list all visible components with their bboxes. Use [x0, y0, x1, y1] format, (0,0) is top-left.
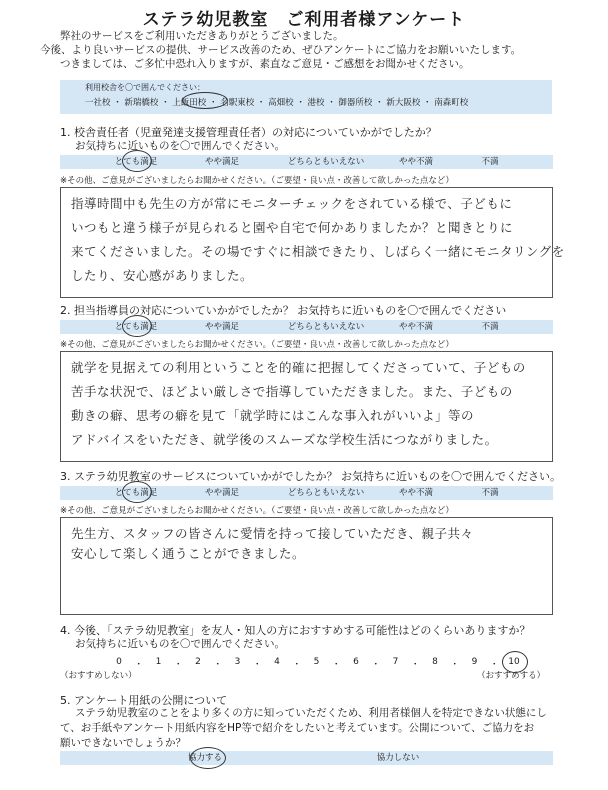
- q2-option-very-satisfied[interactable]: とても満足: [114, 322, 158, 332]
- q4-option-separator: ・: [213, 660, 223, 670]
- q2-option-very-dissatisfied[interactable]: 不満: [481, 322, 499, 332]
- q3-note: ※その他、ご意見がございましたらお聞かせください。（ご要望・良い点・改善して欲しかった点など）: [60, 506, 454, 516]
- q1-selected-circle: [122, 150, 152, 172]
- q3-selected-circle: [122, 481, 152, 503]
- q4-score-9[interactable]: 9: [471, 657, 478, 667]
- q4-selected-circle: [502, 651, 528, 673]
- q1-answer-line-2: いつもと違う様子が見られると園や自宅で何かありましたか？と聞きとりに: [71, 220, 514, 235]
- q2-answer-line-4: アドバイスをいただき、就学後のスムーズな学校生活につながりました。: [71, 432, 498, 447]
- q3-option-very-dissatisfied[interactable]: 不満: [481, 488, 499, 498]
- q5-consent-options[interactable]: [60, 751, 553, 765]
- q5-selected-circle: [187, 747, 226, 769]
- q4-option-separator: ・: [489, 660, 499, 670]
- q2-selected-circle: [122, 315, 152, 337]
- school-heading: 利用校舎を〇で囲んでください：: [85, 83, 205, 92]
- q1-option-very-satisfied[interactable]: とても満足: [114, 157, 158, 167]
- q4-score-7[interactable]: 7: [392, 657, 399, 667]
- survey-title: ステラ幼児教室 ご利用者様アンケート: [142, 10, 466, 30]
- intro-line-1: 弊社のサービスをご利用いただきありがとうございました。: [60, 30, 344, 42]
- q4-score-1[interactable]: 1: [155, 657, 162, 667]
- q3-option-satisfied[interactable]: やや満足: [204, 488, 240, 498]
- q4-score-10[interactable]: 10: [508, 657, 520, 667]
- intro-line-3: つきましては、ご多忙中恐れ入りますが、素直なご意見・ご感想をお聞かせください。: [60, 58, 470, 70]
- q3-option-dissatisfied[interactable]: やや不満: [398, 488, 434, 498]
- q1-option-satisfied[interactable]: やや満足: [204, 157, 240, 167]
- q4-score-8[interactable]: 8: [432, 657, 438, 667]
- q4-subtitle: お気持ちに近いものを〇で囲んでください。: [75, 638, 285, 650]
- q4-score-4[interactable]: 4: [274, 657, 280, 667]
- q4-score-6[interactable]: 6: [353, 657, 359, 667]
- q4-option-separator: ・: [173, 660, 183, 670]
- q4-option-separator: ・: [292, 660, 302, 670]
- q4-score-0[interactable]: 0: [116, 657, 122, 667]
- q4-score-3[interactable]: 3: [234, 657, 241, 667]
- q4-option-separator: ・: [252, 660, 262, 670]
- q5-body-line-2: て、お手紙やアンケート用紙内容をHP等で紹介をしたいと考えています。公開について、ご協力をお: [60, 722, 535, 734]
- q3-answer-line-2: 安心して楽しく通うことができました。: [71, 546, 306, 561]
- q3-answer-line-1: 先生方、スタッフの皆さんに愛情を持って接していただき、親子共々: [71, 526, 474, 541]
- q4-option-separator: ・: [410, 660, 420, 670]
- school-list[interactable]: 一社校 ・ 新瑞橋校 ・ 上飯田校 ・ 名駅東校 ・ 高畑校 ・ 港校 ・ 御器所校 ・ 新大阪校 ・ 南森町校: [85, 98, 469, 108]
- q4-score-5[interactable]: 5: [313, 657, 320, 667]
- q2-option-neutral[interactable]: どちらともいえない: [287, 322, 365, 332]
- q1-option-very-dissatisfied[interactable]: 不満: [481, 157, 499, 167]
- q1-title: 1. 校舎責任者（児童発達支援管理責任者）の対応についていかがでしたか？: [60, 126, 437, 139]
- q5-option-disagree[interactable]: 協力しない: [376, 753, 420, 763]
- q2-answer-line-3: 動きの癖、思考の癖を見て「就学時にはこんな事入れがいいよ」等の: [71, 408, 475, 423]
- q4-option-separator: ・: [371, 660, 381, 670]
- q4-option-separator: ・: [450, 660, 460, 670]
- q2-answer-line-2: 苦手な状況で、ほどよい厳しさで指導していただきました。また、子どもの: [71, 384, 513, 399]
- q5-option-agree[interactable]: 協力する: [187, 753, 223, 763]
- q5-body-line-1: ステラ幼児教室のことをより多くの方に知っていただくため、利用者様個人を特定できない状態にし: [75, 707, 547, 719]
- q4-high-label: （おすすめする）: [477, 671, 546, 681]
- q1-note: ※その他、ご意見がございましたらお聞かせください。（ご要望・良い点・改善して欲しかった点など）: [60, 176, 454, 186]
- q2-answer-line-1: 就学を見据えての利用ということを的確に把握してくださっていて、子どもの: [71, 360, 526, 375]
- q1-option-dissatisfied[interactable]: やや不満: [398, 157, 434, 167]
- q1-answer-line-1: 指導時間中も先生の方が常にモニターチェックをされている様で、子どもに: [71, 196, 513, 211]
- q2-option-dissatisfied[interactable]: やや不満: [398, 322, 434, 332]
- q1-comment-box[interactable]: [60, 187, 565, 298]
- q4-score-2[interactable]: 2: [195, 657, 201, 667]
- q2-comment-box[interactable]: [60, 351, 553, 462]
- q1-answer-line-3: 来てくださいました。その場ですぐに相談できたり、しばらく一緒にモニタリングを: [71, 244, 565, 259]
- q3-title: 3. ステラ幼児教室のサービスについていかがでしたか？ お気持ちに近いものを〇で囲んでください。: [60, 470, 562, 483]
- q4-low-label: （おすすめしない）: [60, 671, 137, 681]
- q5-body-line-3: 願いできないでしょうか？: [60, 737, 186, 749]
- q3-option-neutral[interactable]: どちらともいえない: [287, 488, 365, 498]
- q1-subtitle: お気持ちに近いものを〇で囲んでください。: [75, 140, 285, 152]
- q2-option-satisfied[interactable]: やや満足: [204, 322, 240, 332]
- q1-option-neutral[interactable]: どちらともいえない: [287, 157, 365, 167]
- q3-comment-box[interactable]: [60, 517, 553, 615]
- q2-title: 2. 担当指導員の対応についていかがでしたか？ お気持ちに近いものを〇で囲んでください: [60, 304, 507, 317]
- school-selected-circle: [182, 92, 228, 109]
- q3-option-very-satisfied[interactable]: とても満足: [114, 488, 158, 498]
- q4-option-separator: ・: [134, 660, 144, 670]
- q1-answer-line-4: したり、安心感がありました。: [71, 268, 254, 283]
- q4-title: 4. 今後、「ステラ幼児教室」を友人・知人の方におすすめする可能性はどのくらいありますか？: [60, 624, 531, 637]
- q2-note: ※その他、ご意見がございましたらお聞かせください。（ご要望・良い点・改善して欲しかった点など）: [60, 340, 454, 350]
- intro-line-2: 今後、より良いサービスの提供、サービス改善のため、ぜひアンケートにご協力をお願いいたします。: [40, 44, 522, 56]
- q5-title: 5. アンケート用紙の公開について: [60, 694, 228, 707]
- q4-option-separator: ・: [331, 660, 341, 670]
